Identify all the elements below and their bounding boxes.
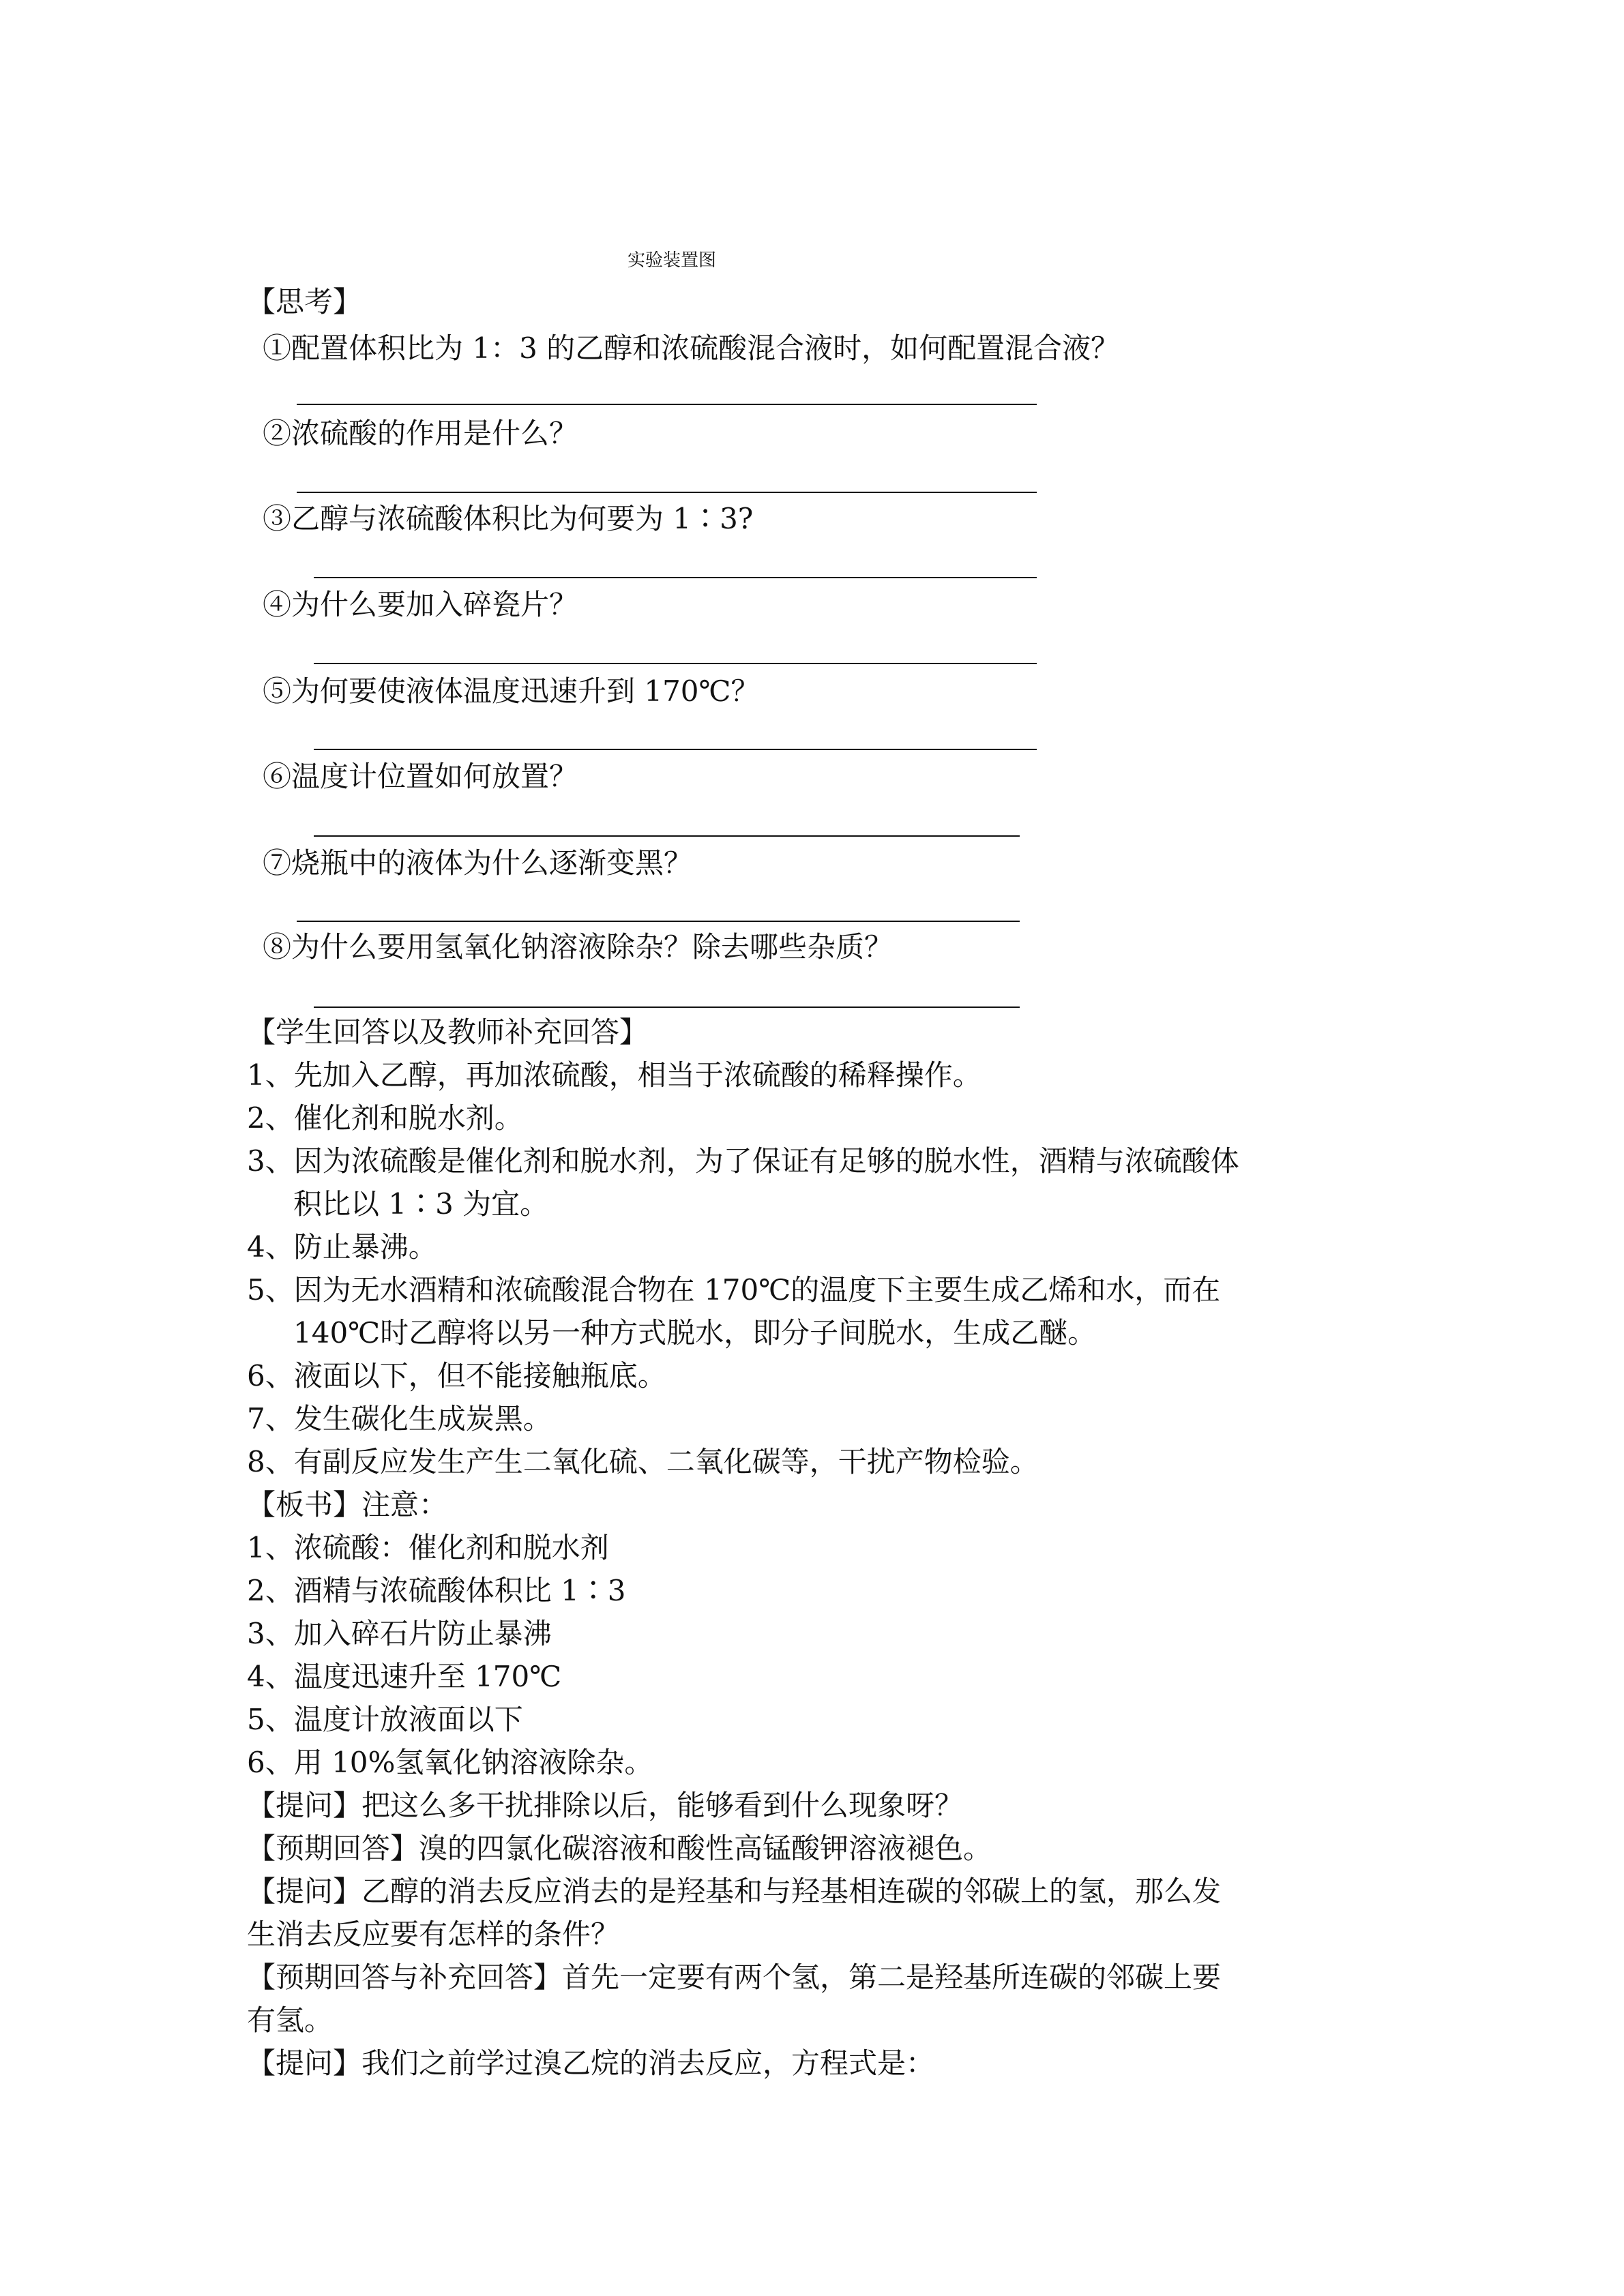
answer-blank-3[interactable] (314, 577, 1037, 578)
question-5: ⑤为何要使液体温度迅速升到 170℃？ (263, 674, 760, 708)
answer-item-8: 8、有副反应发生产生二氧化硫、二氧化碳等，干扰产物检验。 (247, 1445, 1039, 1478)
dialogue-line-5: 【预期回答与补充回答】首先一定要有两个氢，第二是羟基所连碳的邻碳上要 (247, 1960, 1222, 1994)
answer-item-5: 5、因为无水酒精和浓硫酸混合物在 170℃的温度下主要生成乙烯和水，而在 (247, 1273, 1221, 1307)
answer-blank-5[interactable] (314, 749, 1037, 750)
dialogue-line-7: 【提问】我们之前学过溴乙烷的消去反应，方程式是： (247, 2046, 935, 2080)
dialogue-line-1: 【提问】把这么多干扰排除以后，能够看到什么现象呀？ (247, 1789, 964, 1822)
answer-blank-1[interactable] (297, 404, 1037, 405)
question-6: ⑥温度计位置如何放置？ (263, 760, 578, 793)
answer-blank-8[interactable] (314, 1007, 1020, 1008)
question-1: ①配置体积比为 1：3 的乙醇和浓硫酸混合液时，如何配置混合液？ (263, 331, 1120, 365)
board-item-1: 1、浓硫酸：催化剂和脱水剂 (247, 1531, 609, 1564)
board-item-3: 3、加入碎石片防止暴沸 (247, 1617, 552, 1650)
question-3: ③乙醇与浓硫酸体积比为何要为 1∶3? (263, 502, 754, 535)
question-8: ⑧为什么要用氢氧化钠溶液除杂？除去哪些杂质？ (263, 930, 894, 964)
answer-item-6: 6、液面以下，但不能接触瓶底。 (247, 1359, 666, 1392)
dialogue-line-6: 有氢。 (247, 2003, 334, 2037)
answer-blank-4[interactable] (314, 663, 1037, 664)
answer-item-7: 7、发生碳化生成炭黑。 (247, 1402, 552, 1435)
board-item-6: 6、用 10%氢氧化钠溶液除杂。 (247, 1746, 653, 1779)
dialogue-line-2: 【预期回答】溴的四氯化碳溶液和酸性高锰酸钾溶液褪色。 (247, 1832, 992, 1865)
question-7: ⑦烧瓶中的液体为什么逐渐变黑？ (263, 846, 693, 880)
answer-blank-2[interactable] (297, 492, 1037, 493)
answer-item-1: 1、先加入乙醇，再加浓硫酸，相当于浓硫酸的稀释操作。 (247, 1058, 981, 1092)
answer-blank-6[interactable] (314, 835, 1020, 837)
answer-item-5-cont: 140℃时乙醇将以另一种方式脱水，即分子间脱水，生成乙醚。 (293, 1316, 1097, 1350)
question-2: ②浓硫酸的作用是什么？ (263, 417, 578, 450)
answers-header: 【学生回答以及教师补充回答】 (247, 1015, 649, 1049)
answer-item-3: 3、因为浓硫酸是催化剂和脱水剂，为了保证有足够的脱水性，酒精与浓硫酸体 (247, 1144, 1239, 1178)
question-4: ④为什么要加入碎瓷片？ (263, 588, 578, 621)
dialogue-line-4: 生消去反应要有怎样的条件？ (247, 1918, 620, 1951)
answer-item-2: 2、催化剂和脱水剂。 (247, 1101, 523, 1135)
answer-item-3-cont: 积比以 1∶3 为宜。 (293, 1187, 549, 1221)
board-item-5: 5、温度计放液面以下 (247, 1703, 523, 1736)
figure-caption: 实验装置图 (628, 250, 717, 271)
board-header: 【板书】注意： (247, 1488, 448, 1521)
think-header: 【思考】 (247, 285, 362, 318)
answer-blank-7[interactable] (297, 921, 1020, 922)
answer-item-4: 4、防止暴沸。 (247, 1230, 437, 1264)
board-item-2: 2、酒精与浓硫酸体积比 1∶3 (247, 1574, 626, 1607)
board-item-4: 4、温度迅速升至 170℃ (247, 1660, 562, 1693)
dialogue-line-3: 【提问】乙醇的消去反应消去的是羟基和与羟基相连碳的邻碳上的氢，那么发 (247, 1875, 1222, 1908)
